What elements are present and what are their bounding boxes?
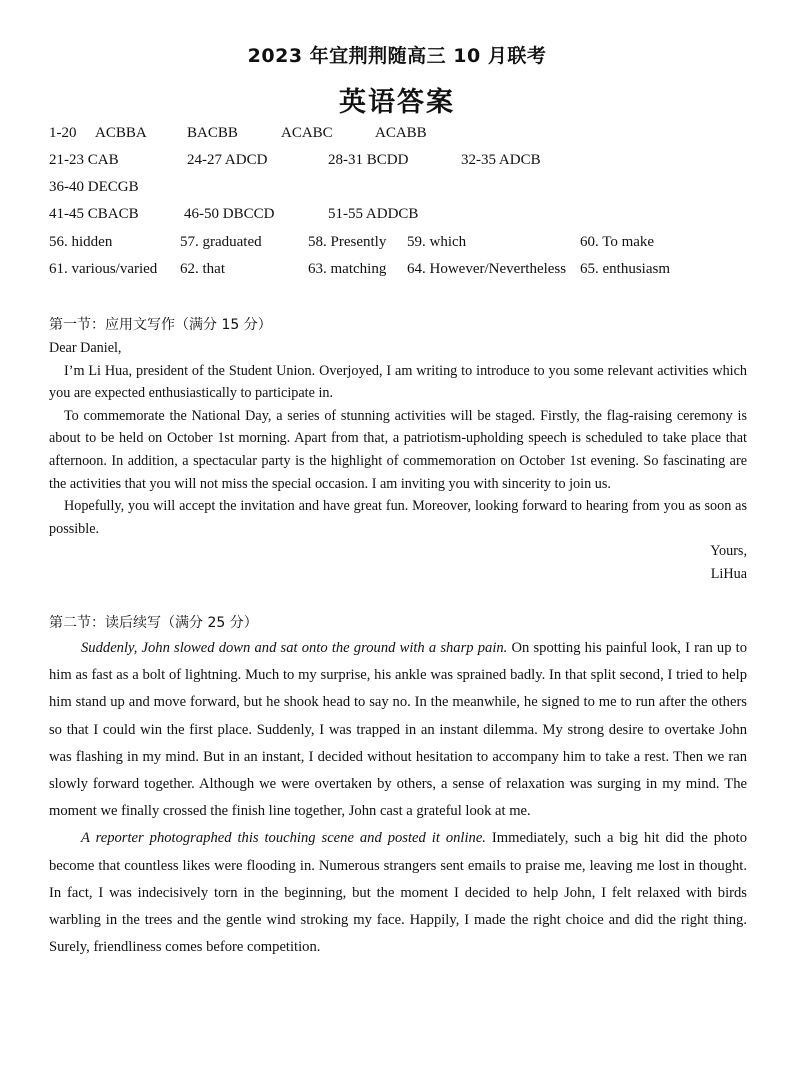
letter-paragraph: I’m Li Hua, president of the Student Union. Overjoyed, I am writing to introduce to you some relevant activities which you are expected enthusiastically to participate in. xyxy=(49,362,747,402)
answer-group: 28-31 BCDD xyxy=(328,152,409,168)
answer-item: 63. matching xyxy=(308,261,387,277)
section-2-continuation xyxy=(49,635,747,961)
letter-closing: Yours, xyxy=(710,543,747,560)
continuation-paragraph-2 xyxy=(49,825,747,961)
answer-item: 58. Presently xyxy=(308,234,387,250)
letter-paragraph: Hopefully, you will accept the invitation and have great fun. Moreover, looking forward to hearing from you as soon as possible. xyxy=(49,498,747,537)
answer-item: 61. various/varied xyxy=(49,261,158,277)
paragraph-1-lead-sentence: Suddenly, John slowed down and sat onto the ground with a sharp pain. xyxy=(81,640,508,656)
answer-item: 64. However/Nevertheless xyxy=(407,261,567,277)
answer-item: 59. which xyxy=(407,234,467,250)
answer-group: 36-40 DECGB xyxy=(49,179,139,195)
letter-salutation: Dear Daniel, xyxy=(49,340,122,356)
continuation-paragraph-1 xyxy=(49,635,747,825)
paragraph-2-body: Immediately, such a big hit did the photo become that countless likes were flooding in. Numerous strangers sent emails to praise me, leaving me lost in thought. In fact, I was indecisively torn in the beginning, but the moment I decided to help John, I felt relaxed with birds warbling in the trees and the gentle wind stroking my face. Happily, I made the right choice and did the right thing. Surely, friendliness comes before competition. xyxy=(49,830,747,956)
paragraph-2-lead-sentence: A reporter photographed this touching scene and posted it online. xyxy=(81,830,486,847)
answer-group: ACABC xyxy=(281,125,333,141)
answer-group: ACBBA xyxy=(95,125,147,141)
answer-group: 46-50 DBCCD xyxy=(184,206,275,222)
answer-group: ACABB xyxy=(375,125,427,141)
letter-signature: LiHua xyxy=(710,565,747,582)
answer-group: 21-23 CAB xyxy=(49,152,119,168)
exam-title: 2023 年宜荆荆随高三 10 月联考 xyxy=(247,45,547,67)
letter-paragraph: To commemorate the National Day, a series of stunning activities will be staged. Firstly, the flag-raising ceremony is about to be held on October 1st morning. Apart from that, a patriotism-upholding speech is scheduled to take place that afternoon. In addition, a spectacular party is the highlight of commemoration on October 1st evening. So fascinating are the activities that you will not miss the special occasion. I am inviting you with sincerity to join us. xyxy=(49,407,747,492)
answer-item: 57. graduated xyxy=(180,234,262,250)
answer-item: 62. that xyxy=(180,261,225,277)
section-1-letter xyxy=(49,337,747,586)
section-2-heading: 第二节：读后续写（满分 25 分） xyxy=(49,615,258,631)
answer-group: 41-45 CBACB xyxy=(49,206,139,222)
paragraph-1-body: On spotting his painful look, I ran up to him as fast as a bolt of lightning. Much to my surprise, his ankle was sprained badly. In that split second, I tried to help him stand up and move forward, but he shook head to say no. In the meanwhile, he signed to me to run after the others so that I could win the first place. Suddenly, I was trapped in an instant dilemma. My strong desire to overtake John was flashing in my mind. But in an instant, I decided without hesitation to accompany him to take a rest. Then we ran slowly forward together. Although we were overtaken by others, a sense of relaxation was surging in my mind. The moment we finally crossed the finish line together, John cast a grateful look at me. xyxy=(49,640,747,820)
answer-group: BACBB xyxy=(187,125,238,141)
answer-item: 65. enthusiasm xyxy=(580,261,670,277)
answer-item: 56. hidden xyxy=(49,234,113,250)
answer-item: 60. To make xyxy=(580,234,655,250)
document-title: 英语答案 xyxy=(339,87,455,118)
section-1-heading: 第一节：应用文写作（满分 15 分） xyxy=(49,317,272,333)
answer-group: 32-35 ADCB xyxy=(461,152,541,168)
answer-group: 51-55 ADDCB xyxy=(328,206,419,222)
answer-range-label: 1-20 xyxy=(49,125,77,141)
answer-group: 24-27 ADCD xyxy=(187,152,268,168)
